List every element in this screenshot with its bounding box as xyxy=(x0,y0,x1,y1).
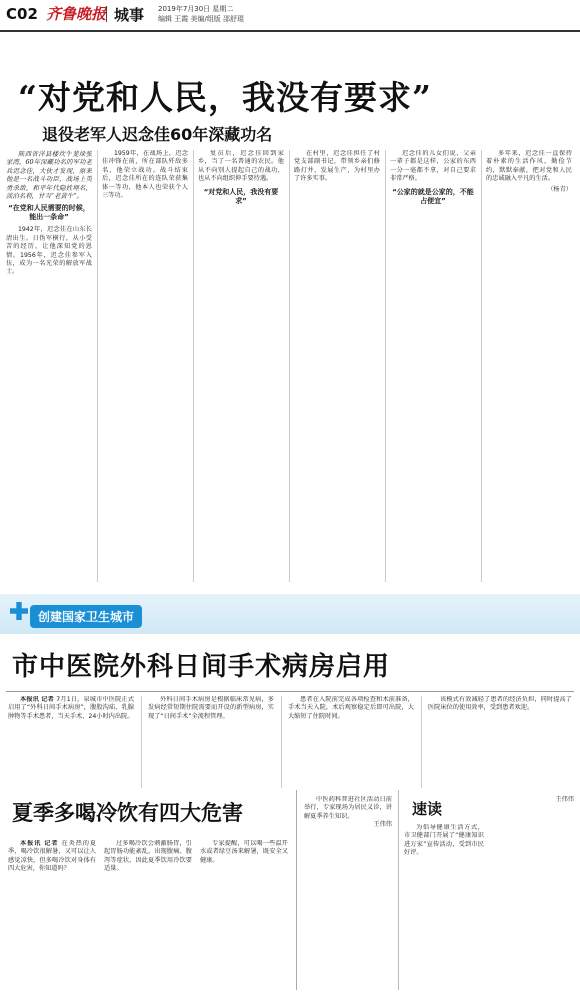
divider xyxy=(481,150,482,582)
article3-column-1 xyxy=(8,840,96,990)
article1-subtitle: 退役老军人迟念佳60年深藏功名 xyxy=(42,125,273,144)
divider xyxy=(6,691,574,692)
article2-column-3 xyxy=(288,696,414,788)
paragraph: 1942年，迟念佳在山东长清出生。日伪军横行，从小受苦的经历，让他深知党的恩情。1956年，迟念佳参军入伍，成为一名光荣的解放军战士。 xyxy=(6,226,92,276)
page-header xyxy=(0,0,580,32)
editor-line: 编辑 王霞 美编/组版 邵舒琨 xyxy=(158,15,245,23)
article4-column-2 xyxy=(404,824,484,990)
column-3 xyxy=(198,150,284,582)
section-heading: “在党和人民需要的时候，能出一条命” xyxy=(8,204,90,222)
author-byline: 王伟伟 xyxy=(373,821,392,829)
paragraph: 中医药科普进社区活动日前举行，专家现场为居民义诊，讲解夏季养生知识。 xyxy=(304,796,392,820)
campaign-banner xyxy=(0,588,580,640)
paragraph: 本报讯 记者 7月1日，泉城市中医院正式启用了“外科日间手术病房”，腹股沟疝、乳腺肿物等手术患者，当天手术，24小时内出院。 xyxy=(8,696,134,720)
article3-title: 夏季多喝冷饮有四大危害 xyxy=(12,801,243,825)
paragraph: 该模式有效减轻了患者的经济负担，同时提高了医院床位的使用效率，受到患者欢迎。 xyxy=(428,696,572,712)
divider xyxy=(289,150,290,582)
divider xyxy=(385,150,386,582)
article2-column-2 xyxy=(148,696,274,788)
divider xyxy=(421,696,422,788)
author-byline: 王伟伟 xyxy=(555,796,574,803)
paragraph: 迟念佳的儿女们说，父亲一辈子都是这样，公家的东西一分一毫都不拿，对自己要求非常严格。 xyxy=(390,150,476,183)
article2-column-1 xyxy=(8,696,134,788)
paragraph: 外科日间手术病房是根据临床常见病，多发病经常短期住院需要而开设的新型病房，实现了“日间手术”全流程管理。 xyxy=(148,696,274,720)
lead-paragraph: 陕西省洋县楼坎牛斐垛张家湾，60年深藏功名的军功老兵迟念佳，大伙才发现，原来他是一名战斗功臣，战场上英勇杀敌，和平年代隐姓埋名，淡泊名利，甘当“老黄牛”。 xyxy=(6,150,92,201)
divider xyxy=(296,790,297,990)
section-heading: “对党和人民，我没有要求” xyxy=(203,187,279,205)
paragraph: 本报讯 记者 在炎热的夏季，喝冷饮很解暑，又可以让人感觉凉快，但多喝冷饮对身体有四大危害，你知道吗？ xyxy=(8,840,96,873)
divider xyxy=(193,150,194,582)
article1-body xyxy=(6,150,574,582)
article2-title: 市中医院外科日间手术病房启用 xyxy=(12,652,391,682)
author-byline: （杨青） xyxy=(547,185,572,193)
divider xyxy=(281,696,282,788)
article3-column-3 xyxy=(200,840,288,990)
paragraph: 患者在入院前完成各项检查和术前准备，手术当天入院，术后观察稳定后即可出院，大大缩短了住院时间。 xyxy=(288,696,414,720)
article3-column-2 xyxy=(104,840,192,990)
page-number: C02 xyxy=(6,5,38,23)
column-2 xyxy=(102,150,188,582)
divider xyxy=(97,150,98,582)
section-heading: “公家的就是公家的，不能占便宜” xyxy=(392,187,474,205)
date-line: 2019年7月30日 星期二 xyxy=(158,5,234,13)
article1-title: “对党和人民，我没有要求” xyxy=(18,78,432,117)
newspaper-logo: 齐鲁晚报 xyxy=(46,5,107,23)
paragraph: 复员后，迟念佳回到家乡，当了一名普通的农民。他从不向别人提起自己的战功，也从不向组织伸手要待遇。 xyxy=(198,150,284,183)
paragraph: 过多喝冷饮会刺激肠胃，引起胃肠功能紊乱，出现腹痛、腹泻等症状，因此夏季饮用冷饮要适量。 xyxy=(104,840,192,873)
article4-column-1 xyxy=(304,796,392,990)
article4-column-3 xyxy=(490,796,574,990)
column-4 xyxy=(294,150,380,582)
paragraph: 为倡导健康生活方式，市卫健部门开展了“健康知识进万家”宣传活动，受到市民好评。 xyxy=(404,824,484,857)
section-name: 城事 xyxy=(114,6,145,24)
paragraph: 多年来，迟念佳一直保持着朴素的生活作风，勤俭节约，默默奉献，把对党和人民的忠诚融入平凡的生活。 xyxy=(486,150,572,183)
paragraph: 在村里，迟念佳担任了村党支部副书记，带领乡亲们修路打井，发展生产，为村里办了许多实事。 xyxy=(294,150,380,183)
column-1 xyxy=(6,150,92,582)
article2-column-4 xyxy=(428,696,572,788)
banner-label: 创建国家卫生城市 xyxy=(30,605,142,628)
article4-title: 速读 xyxy=(412,800,443,818)
column-6 xyxy=(486,150,572,582)
paragraph: 专家提醒，可以喝一些温开水或者绿豆汤来解暑，既安全又健康。 xyxy=(200,840,288,864)
divider xyxy=(106,6,107,22)
divider xyxy=(141,696,142,788)
column-5 xyxy=(390,150,476,582)
paragraph: 1959年，在战场上，迟念佳冲锋在前，所在部队歼敌多名，他荣立战功。战斗结束后，迟念佳所在的连队荣获集体一等功，他本人也荣获个人三等功。 xyxy=(102,150,188,200)
